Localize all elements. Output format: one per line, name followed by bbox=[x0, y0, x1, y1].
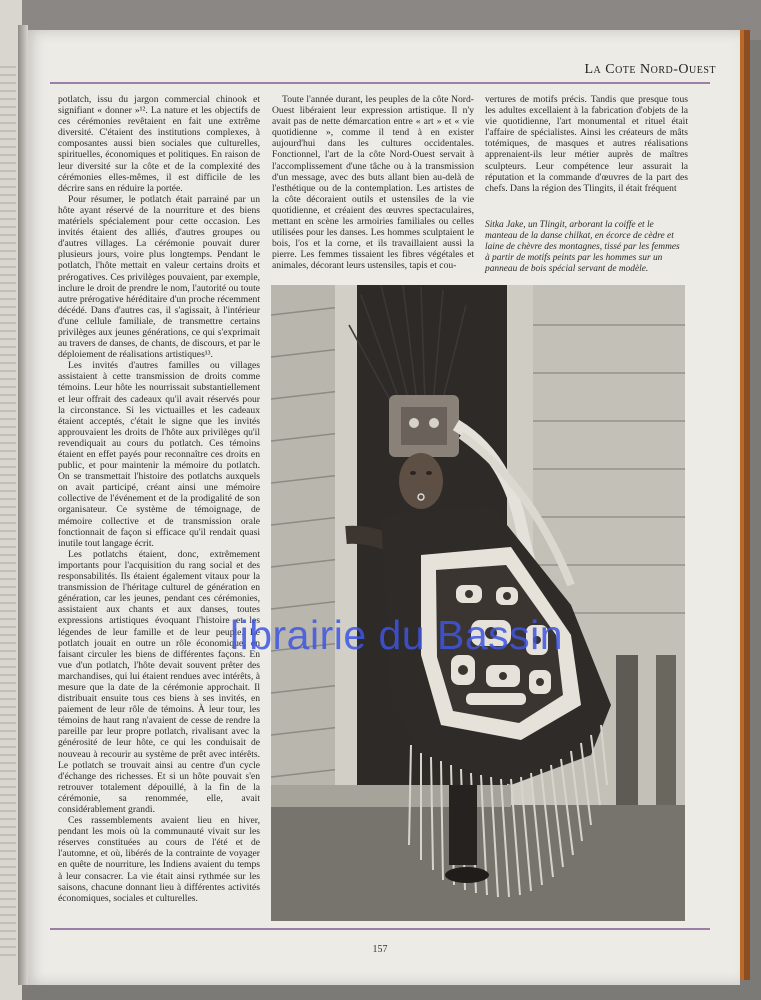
photograph-sitka-jake bbox=[271, 285, 685, 921]
footer-rule bbox=[50, 928, 710, 930]
text-column-2 bbox=[272, 94, 474, 272]
paragraph: Les potlatchs étaient, donc, extrêmement importants pour l'acquisition du rang social et des responsabilités. Ils étaient également vitaux pour la transmission de l'héritage culturel de génération en génération, car les jeunes, pendant ces cérémonies, assistaient aux chants et aux danses, toutes expressions artistiques évoquant l'histoire et les légendes de leur famille et de leur peuple. Le potlatch jouait en outre un rôle économique, en faisant circuler les biens de différentes façons. En vue d'un potlatch, l'hôte devait souvent prêter des marchandises, qui lui étaient rendues avec intérêts, à mesure que la date de la cérémonie approchait. Il distribuait ensuite tous ces biens à ses invités, en paiement de leur rôle de témoins. À leur tour, les témoins de haut rang n'avaient de cesse de rendre la pareille par leur propre potlatch, rivalisant avec la générosité de leur hôte, ce qui les conduisait de nouveau à recourir au système de prêt avec intérêts. Le potlatch se trouvait ainsi au centre d'un cycle d'échange des richesses. Et si un hôte pouvait s'en retrouver totalement dépouillé, à la fin de la cérémonie, sa renommée, elle, avait considérablement grandi. bbox=[58, 548, 260, 815]
paragraph: Pour résumer, le potlatch était parrainé par un hôte ayant réservé de la nourriture et des biens matériels spécialement pour cette occasion. Les invités étaient des alliés, d'autres groupes ou d'autres villages. La cérémonie pouvait durer plusieurs jours, voire plus longtemps. Pendant le potlatch, l'hôte mettait en valeur certains droits et prérogatives. Ces privilèges pouvaient, par exemple, inclure le droit de prendre le nom, l'autorité ou toute autre prérogative héréditaire d'un proche récemment décédé. Dans d'autres cas, il s'agissait, à l'intérieur d'une cellule familiale, de transmettre certains privilèges aux jeunes générations, ce qui s'exprimait au travers de danses, de chants, de discours, et par le déploiement de réalisations artistiques¹³. bbox=[58, 193, 260, 361]
paragraph: potlatch, issu du jargon commercial chinook et signifiant « donner »¹². La nature et les objectifs de ces cérémonies revêtaient en fait une extrême diversité. C'étaient des institutions complexes, à composantes aussi bien sociales que culturelles, spirituelles, économiques et politiques. En raison de leur diversité sur la côte et de la complexité des cérémonies elles-mêmes, il est difficile de les décrire sans en réduire la portée. bbox=[58, 94, 260, 194]
page-gutter bbox=[18, 25, 28, 985]
previous-page-text bbox=[0, 60, 16, 960]
paragraph: vertures de motifs précis. Tandis que presque tous les adultes excellaient à la fabrication d'objets de la vie quotidienne, l'art monumental et rituel était l'affaire de spécialistes. Ainsi les créateurs de mâts totémiques, de masques et autres réalisations apprenaient-ils leur métier auprès de maîtres sculpteurs. Leur compétence leur assurait la réputation et la commande d'œuvres de la part des chefs. Dans la région des Tlingits, il était fréquent bbox=[485, 94, 688, 194]
running-head: La Cote Nord-Ouest bbox=[584, 62, 716, 77]
header-rule bbox=[50, 82, 710, 84]
paragraph: Les invités d'autres familles ou villages assistaient à cette transmission de droits comme témoins. Leur hôte les nourrissait substantiellement et leur offrait des cadeaux qu'il avait réservés pour la circonstance. Si les victuailles et les cadeaux étaient acceptés, c'était le signe que les invités approuvaient les droits de l'hôte aux privilèges qu'il revendiquait au cours du potlatch. Ces témoins étaient en effet payés pour reconnaître ces droits en public, et pour maintenir la mémoire du potlatch. On se transmettait l'histoire des potlatchs auxquels on avait participé, créant ainsi une mémoire collective de l'événement et de la prodigalité de son organisateur. Ce système de témoignage, de mémoire collective et de transmission orale fonctionnait de façon si efficace qu'il rendait quasi inutile tout langage écrit. bbox=[58, 360, 260, 549]
text-column-3 bbox=[485, 94, 688, 214]
book-edge-shadow bbox=[744, 30, 750, 980]
text-column-1 bbox=[58, 94, 260, 924]
page-number: 157 bbox=[372, 944, 388, 955]
photograph-illustration bbox=[271, 285, 685, 921]
watermark-text: librairie du Bassin bbox=[230, 612, 564, 658]
paragraph: Toute l'année durant, les peuples de la côte Nord-Ouest libéraient leur expression artistique. Il n'y avait pas de nette démarcation entre « art » et « vie quotidienne », comme il tend à en exister aujourd'hui dans les cultures occidentales. Fonctionnel, l'art de la côte Nord-Ouest servait à l'accomplissement d'une tâche ou à la transmission d'un message, avec des buts allant bien au-delà de l'esthétique ou de la contemplation. Les artistes de la côte décoraient outils et ustensiles de la vie quotidienne, et créaient des œuvres spectaculaires, mettant en scène les armoiries familiales ou celles utilisées pour les danses. Les hommes sculptaient le bois, l'os et la corne, et ils travaillaient aussi la pierre. Les femmes tissaient les fibres végétales et animales, décorant leurs ustensiles, tapis et cou- bbox=[272, 94, 474, 272]
photo-caption: Sitka Jake, un Tlingit, arborant la coiffe et le manteau de la danse chilkat, en écorce de cèdre et laine de chèvre des montagnes, tissé par les femmes à partir de motifs peints par les hommes sur un panneau de bois spécial servant de modèle. bbox=[485, 220, 680, 274]
paragraph: Ces rassemblements avaient lieu en hiver, pendant les mois où la communauté vivait sur les réserves constituées au cours de l'été et de l'automne, et où, libérés de la contrainte de voyager en quête de nourriture, les Indiens avaient du temps à leur consacrer. La vie était ainsi rythmée sur les saisons, chacune donnant lieu à différentes activités économiques, sociales et culturelles. bbox=[58, 815, 260, 904]
